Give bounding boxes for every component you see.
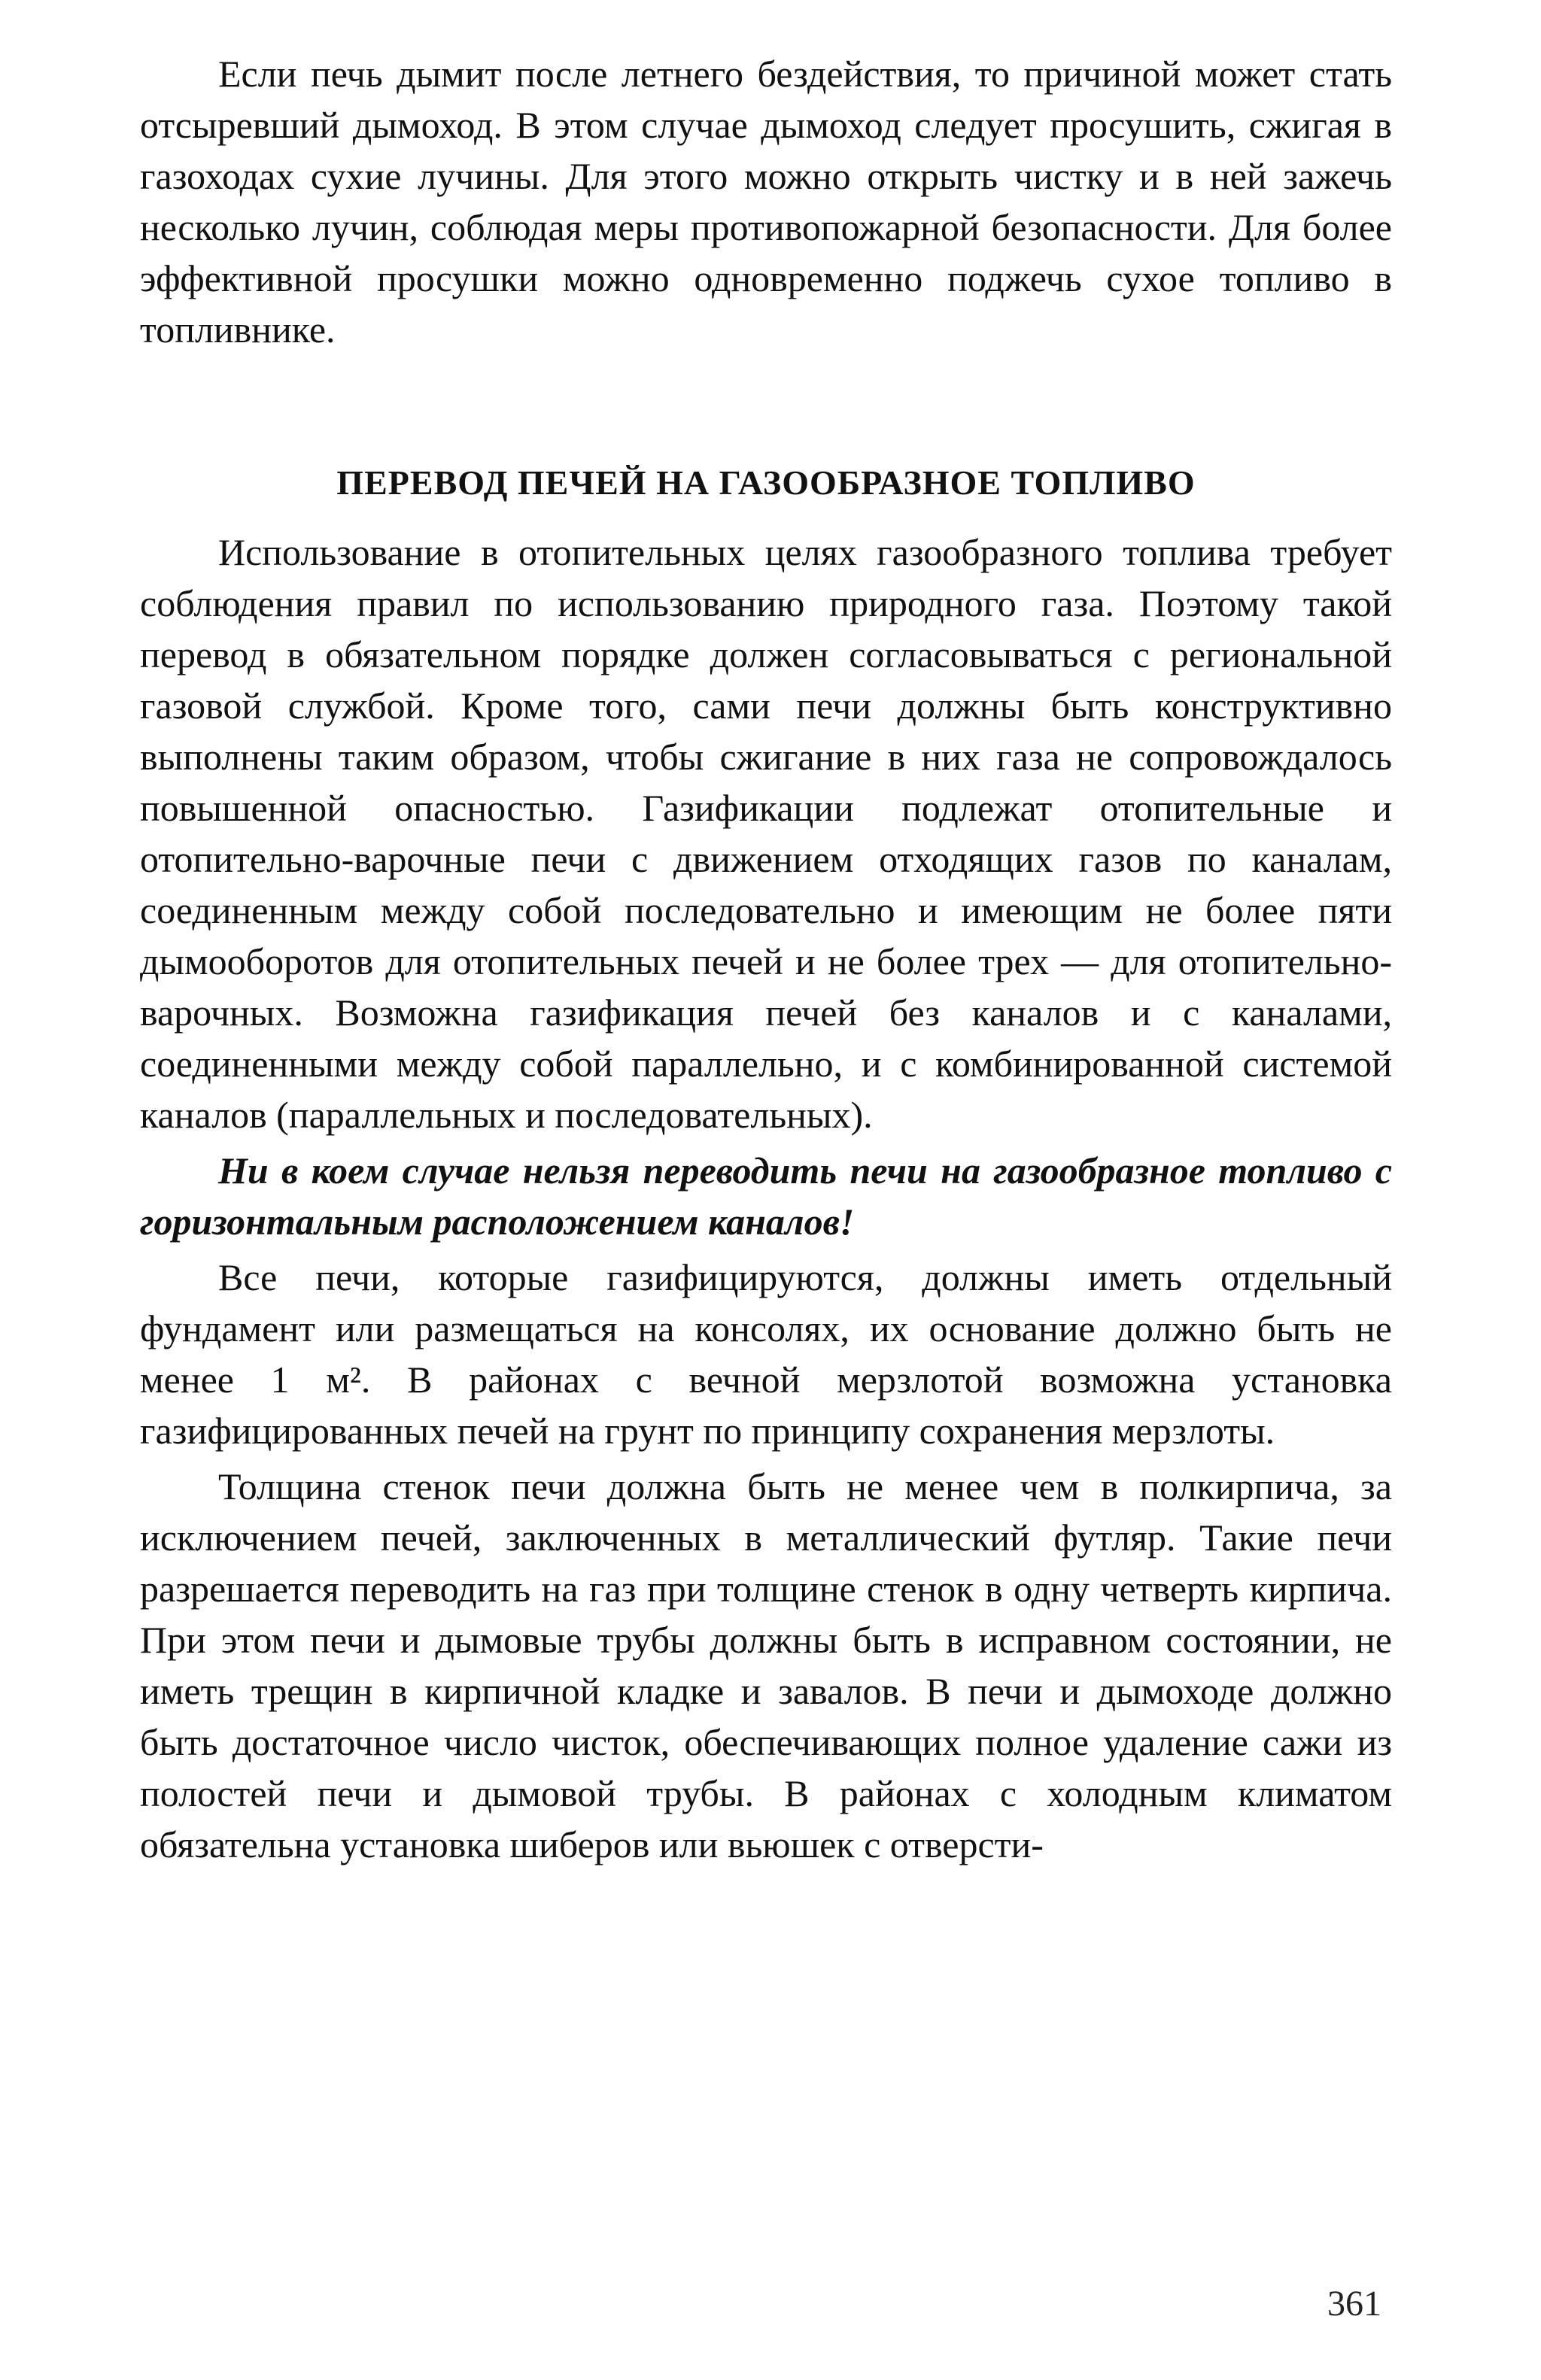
- paragraph-wall-thickness: Толщина стенок печи должна быть не менее чем в полкирпича, за исключением печей, заключенных в металлический футляр. Такие печи разрешается переводить на газ при толщине стенок в одну четверть кирпича. При этом печи и дымовые трубы должны быть в исправном состоянии, не иметь трещин в кирпичной кладке и завалов. В печи и дымоходе должно быть достаточное число чисток, обеспечивающих полное удаление сажи из полостей печи и дымовой трубы. В районах с холодным климатом обязательна установка шиберов или вьюшек с отверсти-: [140, 1465, 1392, 1865]
- intro-paragraph: Если печь дымит после летнего бездействия, то причиной может стать отсыревший дымоход. В этом случае дымоход следует просушить, сжигая в газоходах сухие лучины. Для этого можно открыть чистку и в ней зажечь несколько лучин, соблюдая меры противопожарной безопасности. Для более эффективной просушки можно одновременно поджечь сухое топливо в топливнике.: [140, 53, 1392, 351]
- paragraph-foundation: Все печи, которые газифицируются, должны иметь отдельный фундамент или размещаться на консолях, их основание должно быть не менее 1 м². В районах с вечной мерзлотой возможна установка газифицированных печей на грунт по принципу сохранения мерзлоты.: [140, 1256, 1392, 1452]
- book-page: [140, 48, 1392, 1870]
- page-number: 361: [1327, 2284, 1381, 2324]
- paragraph-gas-usage: Использование в отопительных целях газообразного топлива требует соблюдения правил по использованию природного газа. Поэтому такой перевод в обязательном порядке должен согласовываться с региональной газовой службой. Кроме того, сами печи должны быть конструктивно выполнены таким образом, чтобы сжигание в них газа не сопровождалось повышенной опасностью. Газификации подлежат отопительные и отопительно-варочные печи с движением отходящих газов по каналам, соединенным между собой последовательно и имеющим не более пяти дымооборотов для отопительных печей и не более трех — для отопительно-варочных. Возможна газификация печей без каналов и с каналами, соединенными между собой параллельно, и с комбинированной системой каналов (параллельных и последовательных).: [140, 531, 1392, 1136]
- section-heading: ПЕРЕВОД ПЕЧЕЙ НА ГАЗООБРАЗНОЕ ТОПЛИВО: [336, 463, 1196, 502]
- warning-paragraph: Ни в коем случае нельзя переводить печи на газообразное топливо с горизонтальным расположением каналов!: [140, 1149, 1392, 1243]
